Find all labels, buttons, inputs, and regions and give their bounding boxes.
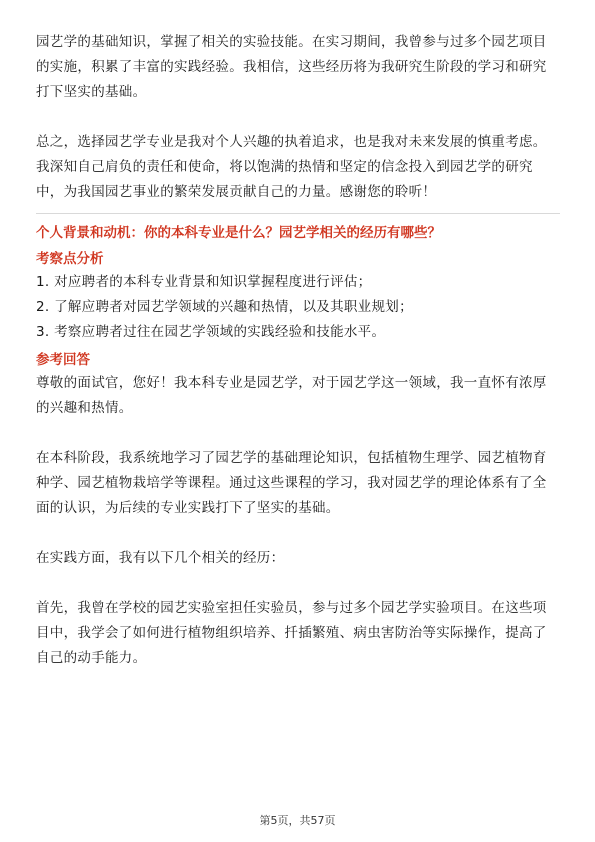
section-divider	[36, 213, 560, 214]
analysis-item: 1. 对应聘者的本科专业背景和知识掌握程度进行评估；	[36, 274, 372, 290]
intro-paragraph: 总之，选择园艺学专业是我对个人兴趣的执着追求，也是我对未来发展的慎重考虑。我深知自己肩负的责任和使命，将以饱满的热情和坚定的信念投入到园艺学的研究中，为我国园艺事业的繁荣发展贡献自己的力量。感谢您的聆听！	[36, 134, 547, 200]
page-number: 第5页，共57页	[259, 814, 336, 827]
analysis-item: 3. 考察应聘者过往在园艺学领域的实践经验和技能水平。	[36, 324, 386, 340]
analysis-heading: 考察点分析	[36, 251, 104, 267]
interview-question: 个人背景和动机：你的本科专业是什么？园艺学相关的经历有哪些？	[36, 225, 441, 241]
intro-paragraph: 园艺学的基础知识，掌握了相关的实验技能。在实习期间，我曾参与过多个园艺项目的实施，积累了丰富的实践经验。我相信，这些经历将为我研究生阶段的学习和研究打下坚实的基础。	[36, 34, 547, 100]
answer-paragraph: 尊敬的面试官，您好！我本科专业是园艺学，对于园艺学这一领域，我一直怀有浓厚的兴趣和热情。	[36, 375, 547, 416]
answer-paragraph: 在实践方面，我有以下几个相关的经历：	[36, 550, 285, 566]
answer-paragraph: 在本科阶段，我系统地学习了园艺学的基础理论知识，包括植物生理学、园艺植物育种学、园艺植物栽培学等课程。通过这些课程的学习，我对园艺学的理论体系有了全面的认识，为后续的专业实践打下了坚实的基础。	[36, 450, 547, 516]
answer-paragraph: 首先，我曾在学校的园艺实验室担任实验员，参与过多个园艺学实验项目。在这些项目中，我学会了如何进行植物组织培养、扦插繁殖、病虫害防治等实际操作，提高了自己的动手能力。	[36, 600, 547, 666]
page-content	[36, 30, 560, 671]
answer-heading: 参考回答	[36, 352, 90, 368]
analysis-item: 2. 了解应聘者对园艺学领域的兴趣和热情，以及其职业规划；	[36, 299, 413, 315]
